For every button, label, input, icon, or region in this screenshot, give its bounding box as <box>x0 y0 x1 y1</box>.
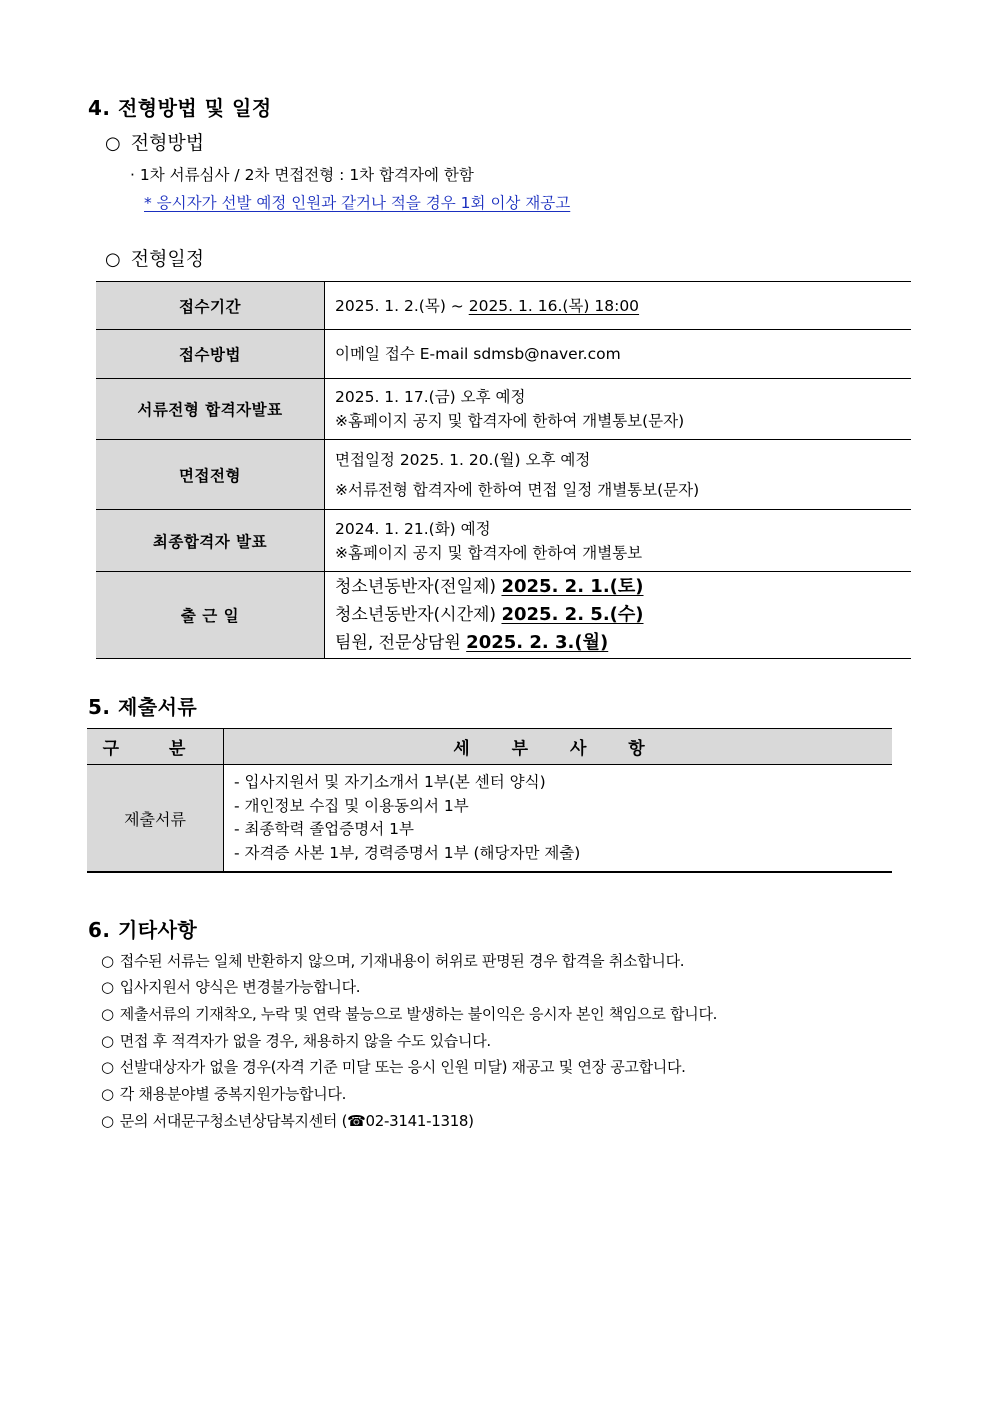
schedule-heading: 전형일정 <box>130 248 205 270</box>
circle-bullet-icon: ○ <box>101 1005 114 1023</box>
item-text: 각 채용분야별 중복지원가능합니다. <box>119 1085 347 1103</box>
column-header: 세 부 사 항 <box>224 729 893 765</box>
circle-bullet-icon: ○ <box>101 1058 114 1076</box>
item-text: 입사지원서 양식은 변경불가능합니다. <box>119 978 361 996</box>
section5-title: 5. 제출서류 <box>88 695 198 719</box>
row-label: 면접전형 <box>96 440 325 510</box>
document-list <box>224 765 893 873</box>
list-item <box>101 1083 346 1104</box>
list-item: - 자격증 사본 1부, 경력증명서 1부 (해당자만 제출) <box>234 843 581 862</box>
row-value <box>325 282 912 330</box>
row-label: 접수방법 <box>96 330 325 379</box>
start-date-line <box>335 601 910 629</box>
table-row <box>96 510 911 572</box>
table-row <box>96 440 911 510</box>
schedule-table <box>96 281 911 659</box>
value-note: ※홈페이지 공지 및 합격자에 한하여 개별통보(문자) <box>335 412 685 430</box>
start-date: 2025. 2. 5.(수) <box>501 604 644 625</box>
list-item <box>101 1110 474 1131</box>
position-label: 청소년동반자(전일제) <box>335 577 502 597</box>
row-value <box>325 510 912 572</box>
circle-bullet-icon: ○ <box>101 952 114 970</box>
item-text: 문의 서대문구청소년상담복지센터 (☎02-3141-1318) <box>119 1112 474 1130</box>
table-row <box>96 330 911 379</box>
start-date-line <box>335 629 910 657</box>
table-row <box>96 282 911 330</box>
start-date: 2025. 2. 1.(토) <box>501 576 644 597</box>
start-date: 2025. 2. 3.(월) <box>466 632 609 653</box>
table-header-row <box>87 729 892 765</box>
list-item <box>101 976 360 997</box>
row-label: 출 근 일 <box>96 572 325 659</box>
deadline-text: 2025. 1. 16.(목) 18:00 <box>468 296 640 315</box>
table-row <box>87 765 892 873</box>
circle-bullet-icon: ○ <box>105 133 121 154</box>
documents-table <box>87 728 892 873</box>
list-item <box>101 950 684 971</box>
list-item: - 개인정보 수집 및 이용동의서 1부 <box>234 796 469 815</box>
value-note: ※서류전형 합격자에 한하여 면접 일정 개별통보(문자) <box>335 480 700 499</box>
item-text: 제출서류의 기재착오, 누락 및 연락 불능으로 발생하는 불이익은 응시자 본인 책임으로 합니다. <box>119 1005 718 1023</box>
column-header: 구 분 <box>87 729 224 765</box>
item-text: 선발대상자가 없을 경우(자격 기준 미달 또는 응시 인원 미달) 재공고 및 연장 공고합니다. <box>119 1058 686 1076</box>
method-line-1: · 1차 서류심사 / 2차 면접전형 : 1차 합격자에 한함 <box>130 166 474 184</box>
row-value <box>325 440 912 510</box>
row-label: 제출서류 <box>87 765 224 873</box>
value-text: 2025. 1. 2.(목) ~ <box>335 296 469 315</box>
list-item <box>101 1003 717 1024</box>
table-row <box>96 572 911 659</box>
circle-bullet-icon: ○ <box>101 1112 114 1130</box>
item-text: 접수된 서류는 일체 반환하지 않으며, 기재내용이 허위로 판명된 경우 합격을 취소합니다. <box>119 952 685 970</box>
row-value <box>325 572 912 659</box>
list-item: - 최종학력 졸업증명서 1부 <box>234 820 414 838</box>
circle-bullet-icon: ○ <box>101 978 114 996</box>
list-item <box>101 1030 491 1051</box>
method-heading: 전형방법 <box>130 132 205 154</box>
circle-bullet-icon: ○ <box>101 1032 114 1050</box>
row-value: 이메일 접수 E-mail sdmsb@naver.com <box>325 330 912 379</box>
table-row <box>96 379 911 440</box>
row-label: 서류전형 합격자발표 <box>96 379 325 440</box>
item-text: 면접 후 적격자가 없을 경우, 채용하지 않을 수도 있습니다. <box>119 1032 491 1050</box>
schedule-heading-row <box>105 244 204 271</box>
position-label: 청소년동반자(시간제) <box>335 605 502 625</box>
section6-title: 6. 기타사항 <box>88 918 198 942</box>
value-note: ※홈페이지 공지 및 합격자에 한하여 개별통보 <box>335 543 643 562</box>
section4-title: 4. 전형방법 및 일정 <box>88 96 272 120</box>
value-line: 2025. 1. 17.(금) 오후 예정 <box>335 388 526 406</box>
row-label: 최종합격자 발표 <box>96 510 325 572</box>
value-line: 2024. 1. 21.(화) 예정 <box>335 519 491 538</box>
position-label: 팀원, 전문상담원 <box>335 633 467 653</box>
value-line: 면접일정 2025. 1. 20.(월) 오후 예정 <box>335 450 591 469</box>
method-heading-row <box>105 128 204 155</box>
circle-bullet-icon: ○ <box>105 249 121 270</box>
list-item <box>101 1056 686 1077</box>
row-label: 접수기간 <box>96 282 325 330</box>
list-item: - 입사지원서 및 자기소개서 1부(본 센터 양식) <box>234 773 546 791</box>
circle-bullet-icon: ○ <box>101 1085 114 1103</box>
start-date-line <box>335 573 910 601</box>
row-value <box>325 379 912 440</box>
reannounce-note: * 응시자가 선발 예정 인원과 같거나 적을 경우 1회 이상 재공고 <box>144 194 571 212</box>
